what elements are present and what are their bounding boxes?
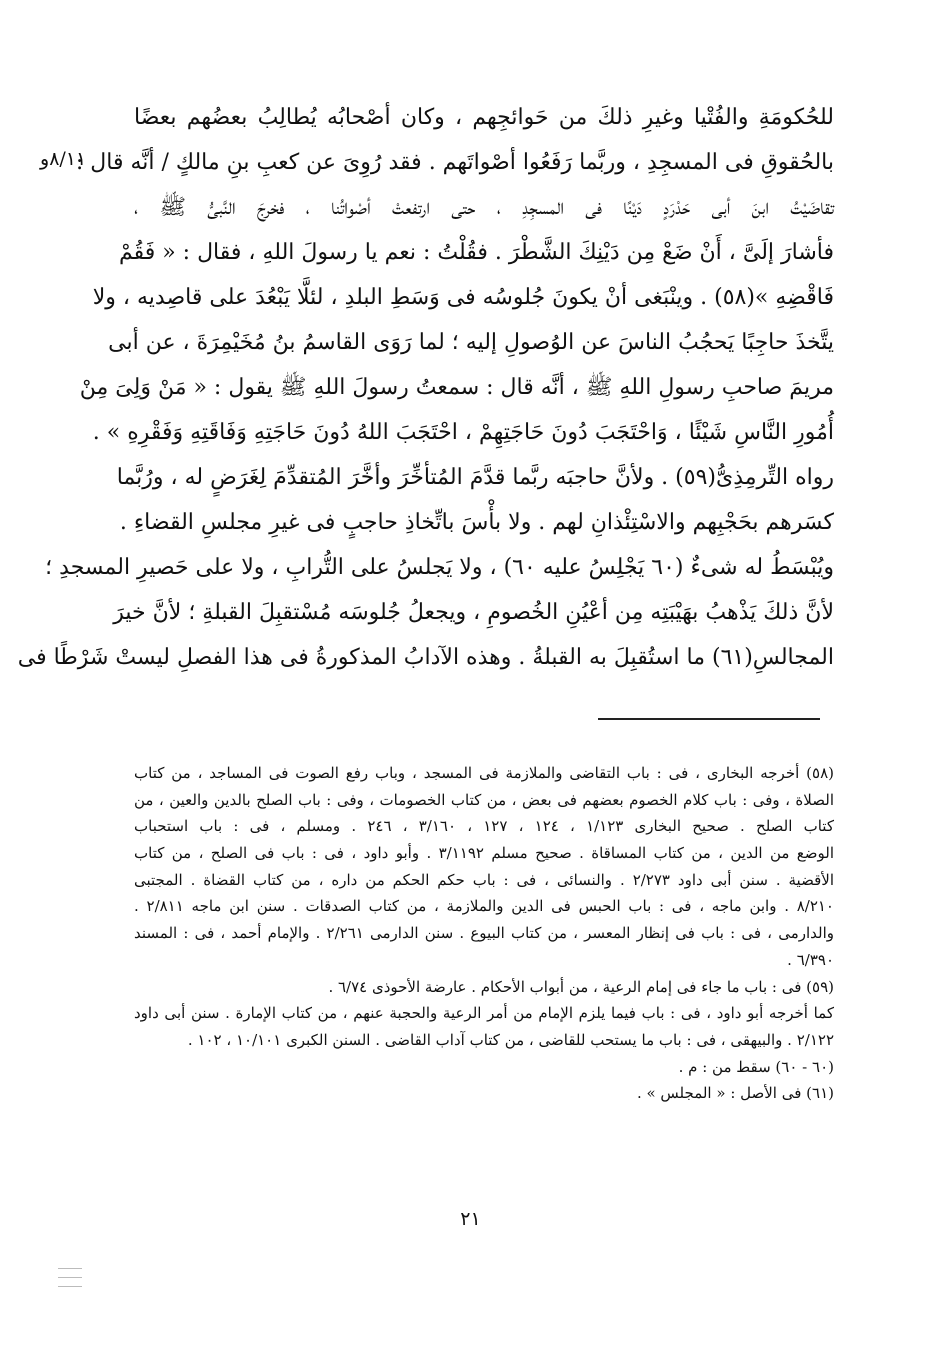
- footnote-line: (٥٩) فى : باب ما جاء فى إمام الرعية ، من أبواب الأحكام . عارضة الأحوذى ٦/٧٤ .: [328, 977, 834, 996]
- main-text-line: بالحُقوقِ فى المسجِدِ ، وربَّما رَفَعُوا أصْواتَهم . فقد رُوِىَ عن كعبِ بنِ مالكٍ / أنَّه قال :: [75, 150, 834, 175]
- footnote: [134, 974, 834, 1001]
- footnote-line: (٦١) فى الأصل : « المجلس » .: [636, 1084, 834, 1103]
- footnote-line: كما أخرجه أبو داود ، فى : باب فيما يلزم الإمام من أمر الرعية والحجبة عنهم ، من كتاب الإمارة . سنن أبى داود: [134, 1004, 834, 1023]
- footnote-separator: [598, 718, 820, 720]
- footnote-line: (٥٨) أخرجه البخارى ، فى : باب التقاضى والملازمة فى المسجد ، وباب رفع الصوت فى المساجد ، من كتاب: [134, 764, 834, 782]
- footnote-line: الصلاة ، وفى : باب كلام الخصوم بعضهم فى بعض ، من كتاب الخصومات ، وفى : باب الصلح بالدين والعين ، من: [134, 790, 834, 809]
- main-text-line: المجالسِ(٦١) ما استُقبِلَ به القبلةُ . وهذه الآدابُ المذكورةُ فى هذا الفصلِ ليستْ شَرْطًا فى: [17, 645, 834, 670]
- main-text-line: ويُبْسَطُ له شىءٌ (٦٠ يَجْلِسُ عليه ٦٠) ، ولا يَجلسُ على التُّرابِ ، ولا على حَصيرِ المسجدِ ؛: [45, 555, 834, 580]
- main-text-line: تقاضَيْتُ ابنَ أبى حَدْرَدٍ دَيْنًا فى المسجِدِ ، حتى ارتفعتْ أصْواتُنا ، فخرجَ النَّبىُّ ﷺ ،: [134, 195, 834, 220]
- footnote-line: ٦/٣٩٠ .: [787, 950, 834, 969]
- scan-corner-marks: [58, 1268, 82, 1298]
- main-text-line: فَاقْضِهِ »(٥٨) . وينْبَغى أنْ يكونَ جُلوسُه فى وَسَطِ البلدِ ، لئلَّا يَبْعُدَ على قاصِديه ، ولا: [92, 285, 834, 310]
- main-text-line: فأشارَ إلَىَّ ، أَنْ ضَعْ مِن دَيْنِكَ الشَّطْرَ . فقُلْتُ : نعم يا رسولَ اللهِ ، فقال : « فَقُمْ: [118, 240, 834, 265]
- main-text-line: لأنَّ ذلكَ يَذْهبُ بهَيْبَتِه مِن أعْيُنِ الخُصومِ ، ويجعلُ جُلوسَه مُسْتقبِلَ القبلةِ ؛ لأنَّ خيرَ: [113, 600, 834, 625]
- margin-folio-note: ٨/١١و: [40, 148, 87, 170]
- footnote: [134, 1080, 834, 1107]
- footnote: [134, 1000, 834, 1053]
- main-text-line: للحُكومَةِ والفُتْيا وغيرِ ذلكَ من حَوائجِهم ، وكان أصْحابُه يُطالِبُ بعضُهم بعضًا: [134, 105, 834, 130]
- main-text-line: رواه التِّرمِذِىُّ(٥٩) . ولأنَّ حاجبَه ربَّما قدَّمَ المُتأخِّرَ وأخَّرَ المُتقدِّمَ لِغَرَضٍ له ، ورُبَّما: [116, 465, 834, 490]
- footnote-line: الأقضية . سنن أبى داود ٢/٢٧٣ . والنسائى ، فى : باب حكم الحكم من داره ، من كتاب القضاة . المجتبى: [134, 870, 834, 889]
- main-text-line: يتَّخذَ حاجِبًا يَحجُبُ الناسَ عن الوُصولِ إليه ؛ لما رَوَى القاسمُ بنُ مُخَيْمِرَةَ ، عن أبى: [108, 330, 834, 355]
- main-text-line: أُمُورِ النَّاسِ شَيْئًا ، وَاحْتَجَبَ دُونَ حَاجَتِهِمْ ، احْتَجَبَ اللهُ دُونَ حَاجَتِهِ وَفَاقَتِهِ وَفَقْرِهِ » .: [92, 420, 834, 445]
- footnotes-section: [134, 760, 834, 1107]
- footnote-line: الوضع من الدين ، من كتاب المساقاة . صحيح مسلم ٣/١١٩٢ . وأبو داود ، فى : باب فى الصلح ، من كتاب: [134, 844, 835, 863]
- page-number: ٢١: [460, 1208, 481, 1230]
- main-text-line: كسَرهم بحَجْبِهم والاسْتِئْذانِ لهم . ولا بأْسَ باتِّخاذِ حاجبٍ فى غيرِ مجلسِ القضاءِ .: [119, 510, 834, 535]
- main-text-line: مريمَ صاحبِ رسولِ اللهِ ﷺ ، أنَّه قال : سمعتُ رسولَ اللهِ ﷺ يقول : « مَنْ وَلِىَ مِنْ: [79, 375, 834, 400]
- footnote-line: كتاب الصلح . صحيح البخارى ١/١٢٣ ، ١٢٤ ، ١٢٧ ، ٣/١٦٠ ، ٢٤٦ . ومسلم ، فى : باب استحباب: [134, 817, 834, 836]
- footnote: [134, 1054, 834, 1081]
- footnote-line: ٢/١٢٢ . والبيهقى ، فى : باب ما يستحب للقاضى ، من كتاب آداب القاضى . السنن الكبرى ١٠/١٠١ ، ١٠٢ .: [187, 1030, 834, 1049]
- footnote-line: والدارمى ، فى : باب فى إنظار المعسر ، من كتاب البيوع . سنن الدارمى ٢/٢٦١ . والإمام أحمد ، فى : المسند: [134, 924, 834, 943]
- footnote-line: ٨/٢١٠ . وابن ماجه ، فى : باب الحبس فى الدين والملازمة ، من كتاب الصدقات . سنن ابن ماجه ٢/٨١١ .: [134, 897, 834, 916]
- footnote-line: (٦٠ - ٦٠) سقط من : م .: [678, 1057, 834, 1076]
- footnote: [134, 760, 834, 974]
